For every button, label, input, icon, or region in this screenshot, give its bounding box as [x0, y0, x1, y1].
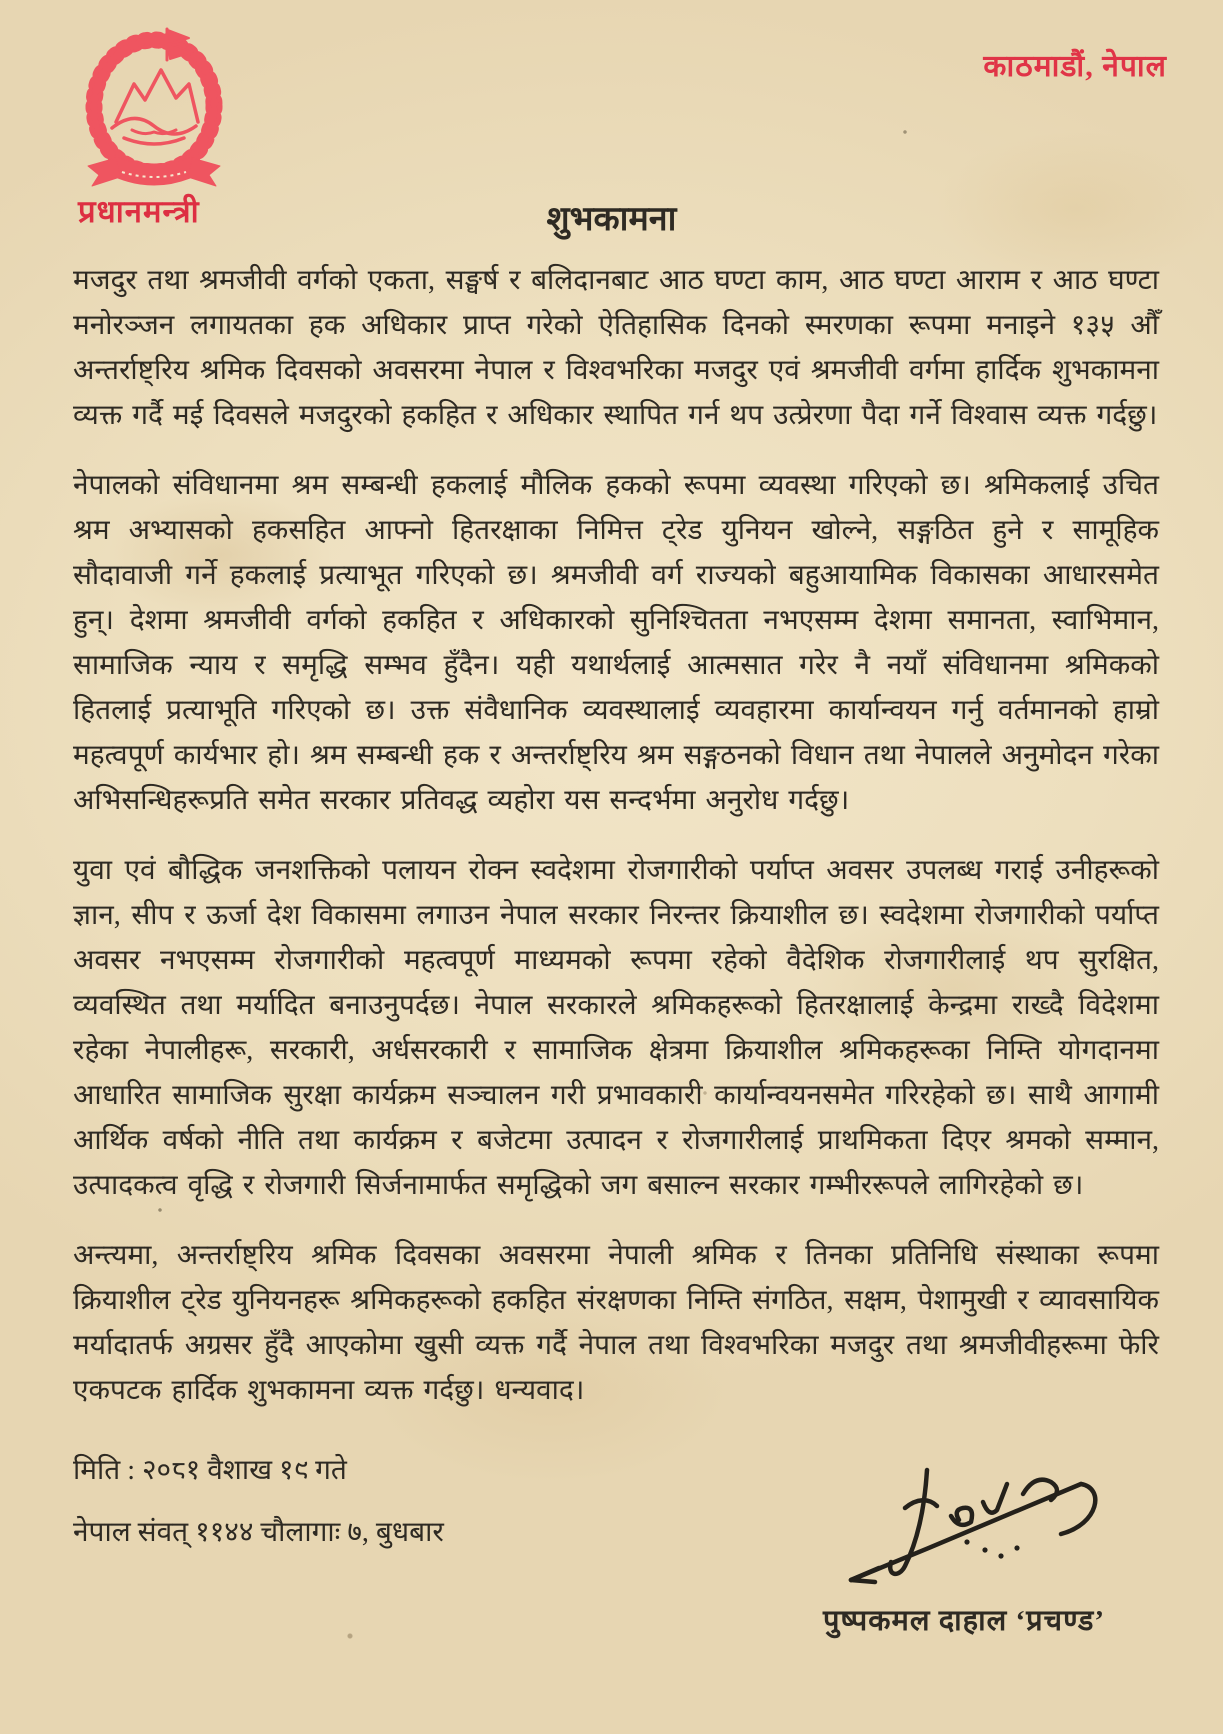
- body-paragraph-4: अन्त्यमा, अन्तर्राष्ट्रिय श्रमिक दिवसका अवसरमा नेपाली श्रमिक र तिनका प्रतिनिधि संस्थाका रूपमा क्रियाशील ट्रेड युनियनहरू श्रमिकहरूको हकहित संरक्षणका निम्ति संगठित, सक्षम, पेशामुखी र व्यावसायिक मर्यादातर्फ अग्रसर हुँदै आएकोमा खुसी व्यक्त गर्दै नेपाल तथा विश्वभरिका मजदुर तथा श्रमजीवीहरूमा फेरि एकपटक हार्दिक शुभकामना व्यक्त गर्दछु। धन्यवाद।: [73, 1240, 1159, 1406]
- letter-body: [73, 258, 1159, 1639]
- body-paragraph-1: मजदुर तथा श्रमजीवी वर्गको एकता, सङ्घर्ष र बलिदानबाट आठ घण्टा काम, आठ घण्टा आराम र आठ घण्टा मनोरञ्जन लगायतका हक अधिकार प्राप्त गरेको ऐतिहासिक दिनको स्मरणका रूपमा मनाइने १३५ औँ अन्तर्राष्ट्रिय श्रमिक दिवसको अवसरमा नेपाल र विश्वभरिका मजदुर एवं श्रमजीवी वर्गमा हार्दिक शुभकामना व्यक्त गर्दै मई दिवसले मजदुरको हकहित र अधिकार स्थापित गर्न थप उत्प्रेरणा पैदा गर्ने विश्वास व्यक्त गर्दछु।: [73, 265, 1159, 431]
- handwritten-signature-icon: [799, 1438, 1129, 1606]
- letter-title: शुभकामना: [546, 201, 677, 238]
- body-paragraph-2: नेपालको संविधानमा श्रम सम्बन्धी हकलाई मौलिक हकको रूपमा व्यवस्था गरिएको छ। श्रमिकलाई उचित श्रम अभ्यासको हकसहित आफ्नो हितरक्षाका निमित्त ट्रेड युनियन खोल्ने, सङ्गठित हुने र सामूहिक सौदावाजी गर्ने हकलाई प्रत्याभूत गरिएको छ। श्रमजीवी वर्ग राज्यको बहुआयामिक विकासका आधारसमेत हुन्। देशमा श्रमजीवी वर्गको हकहित र अधिकारको सुनिश्चितता नभएसम्म देशमा समानता, स्वाभिमान, सामाजिक न्याय र समृद्धि सम्भव हुँदैन। यही यथार्थलाई आत्मसात गरेर नै नयाँ संविधानमा श्रमिकको हितलाई प्रत्याभूति गरिएको छ। उक्त संवैधानिक व्यवस्थालाई व्यवहारमा कार्यान्वयन गर्नु वर्तमानको हाम्रो महत्वपूर्ण कार्यभार हो। श्रम सम्बन्धी हक र अन्तर्राष्ट्रिय श्रम सङ्गठनको विधान तथा नेपालले अनुमोदन गरेका अभिसन्धिहरूप्रति समेत सरकार प्रतिवद्ध व्यहोरा यस सन्दर्भमा अनुरोध गर्दछु।: [73, 470, 1159, 816]
- date-bs: मिति : २०८१ वैशाख १९ गते: [73, 1455, 347, 1486]
- office-label: प्रधानमन्त्री: [78, 194, 200, 229]
- signature-block: [799, 1438, 1159, 1639]
- date-block: [73, 1438, 444, 1555]
- signatory-name: पुष्पकमल दाहाल ‘प्रचण्ड’: [822, 1605, 1106, 1637]
- letterhead-location: काठमाडौं, नेपाल: [983, 50, 1167, 83]
- letter-footer: [73, 1438, 1159, 1639]
- body-paragraph-3: युवा एवं बौद्धिक जनशक्तिको पलायन रोक्न स्वदेशमा रोजगारीको पर्याप्त अवसर उपलब्ध गराई उनीहरूको ज्ञान, सीप र ऊर्जा देश विकासमा लगाउन नेपाल सरकार निरन्तर क्रियाशील छ। स्वदेशमा रोजगारीको पर्याप्त अवसर नभएसम्म रोजगारीको महत्वपूर्ण माध्यमको रूपमा रहेको वैदेशिक रोजगारीलाई थप सुरक्षित, व्यवस्थित तथा मर्यादित बनाउनुपर्दछ। नेपाल सरकारले श्रमिकहरूको हितरक्षालाई केन्द्रमा राख्दै विदेशमा रहेका नेपालीहरू, सरकारी, अर्धसरकारी र सामाजिक क्षेत्रमा क्रियाशील श्रमिकहरूका निम्ति योगदानमा आधारित सामाजिक सुरक्षा कार्यक्रम सञ्चालन गरी प्रभावकारी कार्यान्वयनसमेत गरिरहेको छ। साथै आगामी आर्थिक वर्षको नीति तथा कार्यक्रम र बजेटमा उत्पादन र रोजगारीलाई प्राथमिकता दिएर श्रमको सम्मान, उत्पादकत्व वृद्धि र रोजगारी सिर्जनामार्फत समृद्धिको जग बसाल्न सरकार गम्भीररूपले लागिरहेको छ।: [73, 855, 1159, 1201]
- nepal-emblem-icon: [68, 26, 240, 194]
- date-nepal-sambat: नेपाल संवत् ११४४ चौलागाः ७, बुधबार: [73, 1517, 444, 1548]
